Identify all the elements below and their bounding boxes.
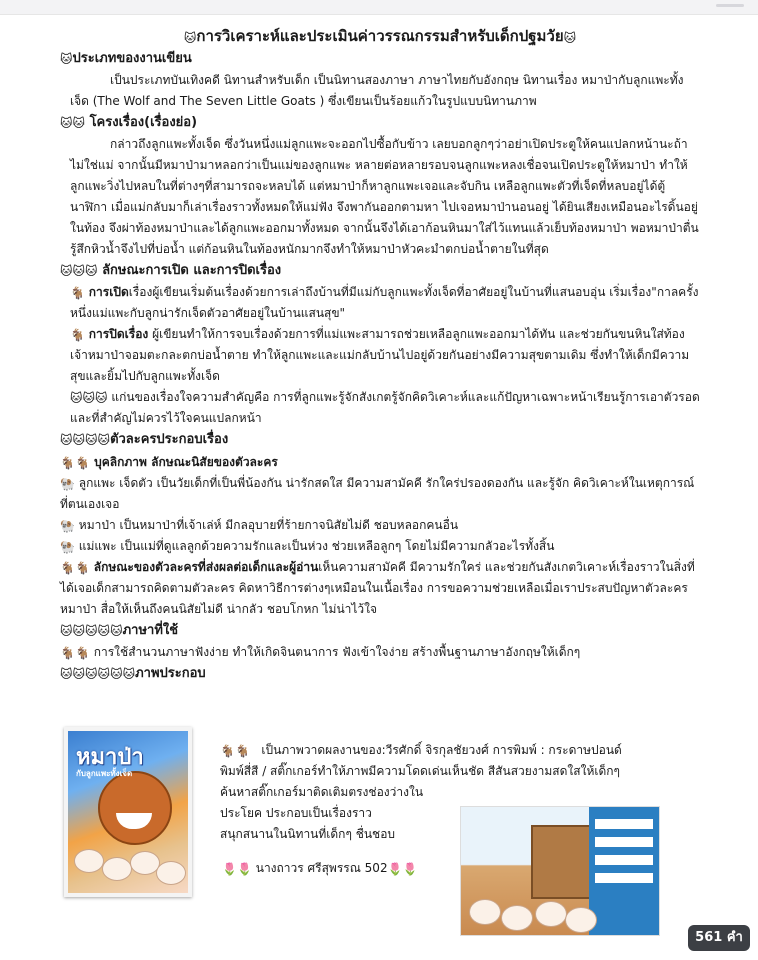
cat-icon: 🐱 xyxy=(85,624,98,638)
type-heading-text: ประเภทของงานเขียน xyxy=(72,51,192,66)
cat-icon: 🐱 xyxy=(97,433,111,447)
cat-icon: 🐱 xyxy=(60,52,73,66)
tulip-icon: 🌷 xyxy=(387,862,403,876)
core-body: แก่นของเรื่องใจความสำคัญคือ การที่ลูกแพะรู้จักสังเกตรู้จักคิดวิเคาะห์และแก้ปัญหาเฉพาะหน้าเรียนรู้การเอาตัวรอดและที่สำคัญไม่ควรไว้ใจคนแปลกหน้า xyxy=(70,390,700,425)
goat-icon: 🐐 xyxy=(234,744,250,758)
characters-heading-text: ตัวละครประกอบเรื่อง xyxy=(110,432,229,447)
tulip-icon: 🌷 xyxy=(402,862,418,876)
cat-icon: 🐱 xyxy=(60,433,73,447)
type-body: เป็นประเภทบันเทิงคดี นิทานสำหรับเด็ก เป็นนิทานสองภาษา ภาษาไทยกับอังกฤษ นิทานเรื่อง หมาป่ากับลูกแพะทั้งเจ็ด (The Wolf and The Seven Little Goats ) ซึ่งเขียนเป็นร้อยแก้วในรูปแบบนิทานภาพ xyxy=(70,73,684,108)
cat-icon: 🐱 xyxy=(85,667,98,681)
plot-body: กล่าวถึงลูกแพะทั้งเจ็ด ซึ่งวันหนึ่งแม่ลูกแพะจะออกไปซื้อกับข้าว เลยบอกลูกๆว่าอย่าเปิดประตูให้คนแปลกหน้านะถ้าไม่ใช่แม่ จากนั้นมีหมาป่ามาหลอกว่าเป็นแม่ของลูกแพะ หลายต่อหลายรอบจนลูกแพะหลงเชื่อจนเปิดประตูให้หมาป่า ทำให้ลูกแพะวิ่งไปหลบในที่ต่างๆที่สามารถจะหลบได้ แต่หมาป่าก็หาลูกแพะเจอและจับกิน เหลือลูกแพะตัวที่เจ็ดที่หลบอยู่ได้ตู้นาฬิกา เมื่อแม่กลับมาก็เล่าเรื่องราวทั้งหมดให้แม่ฟัง จึงพากันออกตามหา ไปเจอหมาป่านอนอยู่ ได้ยินเสียงเหมือนอะไรดิ้นอยู่ในท้อง จึงผ่าท้องหมาป่าและได้ลูกแพะออกมาทั้งหมด จากนั้นจึงได้เอาก้อนหินมาใส่ไว้แทนแล้วเย็บท้องหมาป่า พอหมาป่าตื่น รู้สึกหิวน้ำจึงไปที่บ่อน้ำ แต่ก้อนหินในท้องหนักมากจึงทำให้หมาป่าหัวคะมำตกบ่อน้ำตายในที่สุด xyxy=(70,137,699,256)
tulip-icon: 🌷 xyxy=(222,862,237,876)
wolf-text: หมาป่า เป็นหมาป่าที่เจ้าเล่ห์ มีกลอุบายที่ร้ายกาจนิสัยไม่ดี ชอบหลอกคนอื่น xyxy=(78,518,459,532)
opening-label: การเปิด xyxy=(88,285,129,299)
goat-icon: 🐐 xyxy=(220,744,235,758)
cat-icon: 🐱 xyxy=(110,667,123,681)
goats-text: ลูกแพะ เจ็ดตัว เป็นวัยเด็กที่เป็นพี่น้องกัน น่ารักสดใส มีความสามัคคี รักใคร่ปรองดองกัน และรู้จัก คิดวิเคาะห์ในเหตุการณ์ที่ตนเองเจอ xyxy=(60,476,695,511)
author-name: นางถาวร ศรีสุพรรณ 502 xyxy=(255,861,388,875)
art-line-1-text: เป็นภาพวาดผลงานของ:วีรศักดิ์ จิรกุลชัยวงศ์ การพิมพ์ : กระดาษปอนด์ xyxy=(261,743,622,757)
goat-face-icon: 🐏 xyxy=(60,477,75,491)
core-paragraph xyxy=(70,387,700,429)
title-text: การวิเคราะห์และประเมินค่าวรรณกรรมสำหรับเด็กปฐมวัย xyxy=(196,27,564,45)
cat-icon: 🐱 xyxy=(97,667,111,681)
goat-illustration xyxy=(535,901,567,927)
sticker-panel xyxy=(589,807,659,935)
goat-face-icon: 🐏 xyxy=(60,519,75,533)
goat-illustration xyxy=(156,861,186,885)
cat-icon: 🐱 xyxy=(82,391,96,405)
cat-icon: 🐱 xyxy=(97,624,111,638)
cat-icon: 🐱 xyxy=(563,31,577,45)
cat-icon: 🐱 xyxy=(122,667,136,681)
goat-icon: 🐐 xyxy=(74,456,90,470)
cat-icon: 🐱 xyxy=(60,624,73,638)
door-illustration xyxy=(531,825,591,899)
language-text: การใช้สำนวนภาษาฟังง่าย ทำให้เกิดจินตนาการ ฟังเข้าใจง่าย สร้างพื้นฐานภาษาอังกฤษให้เด็กๆ xyxy=(93,645,581,659)
goat-icon: 🐐 xyxy=(74,646,90,660)
page-title xyxy=(60,24,700,48)
goat-illustration xyxy=(565,907,597,933)
cover-title: หมาป่า xyxy=(76,745,144,770)
goat-icon: 🐐 xyxy=(74,561,90,575)
wolf-illustration xyxy=(98,771,172,845)
cat-icon: 🐱 xyxy=(183,31,197,45)
goat-illustration xyxy=(74,849,104,873)
story-page-illustration xyxy=(460,806,660,936)
mother-description xyxy=(60,536,700,557)
cat-icon: 🐱 xyxy=(70,391,83,405)
art-heading-text: ภาพประกอบ xyxy=(135,666,206,681)
goat-icon: 🐐 xyxy=(60,561,75,575)
sticker-line xyxy=(595,819,653,829)
cover-subtitle: กับลูกแพะทั้งเจ็ด xyxy=(76,769,133,778)
goat-icon: 🐐 xyxy=(70,286,85,300)
sticker-line xyxy=(595,873,653,883)
goat-illustration xyxy=(501,905,533,931)
art-line-4: ประโยค ประกอบเป็นเรื่องราว xyxy=(220,806,372,820)
cat-icon: 🐱 xyxy=(72,264,86,278)
personality-heading-text: บุคลิกภาพ ลักษณะนิสัยของตัวละคร xyxy=(94,455,278,469)
art-line-5: สนุกสนานในนิทานที่เด็กๆ ชื่นชอบ xyxy=(220,827,396,841)
cat-icon: 🐱 xyxy=(60,667,73,681)
sticker-line xyxy=(595,837,653,847)
open-close-heading xyxy=(60,260,700,282)
effect-paragraph xyxy=(60,557,700,620)
plot-heading xyxy=(60,112,700,134)
goat-icon: 🐐 xyxy=(70,328,85,342)
goat-illustration xyxy=(469,899,501,925)
closing-body: ผู้เขียนทำให้การจบเรื่องด้วยการที่แม่แพะสามารถช่วยเหลือลูกแพะออกมาได้ทัน และช่วยกันขนหินใส่ท้องเจ้าหมาป่าจอมตะกละตกบ่อน้ำตาย ทำให้ลูกแพะและแม่กลับบ้านไปอยู่ด้วยกันอย่างมีความสุขตามเดิม ซึ่งทำให้เด็กมีความสุขและยิ้มไปกับลูกแพะทั้งเจ็ด xyxy=(70,327,690,383)
opening-body: เรื่องผู้เขียนเริ่มต้นเรื่องด้วยการเล่าถึงบ้านที่มีแม่กับลูกแพะทั้งเจ็ดที่อาศัยอยู่ในบ้านที่แสนอบอุ่น เริ่มเรื่อง"กาลครั้งหนึ่งแม่แพะกับลูกน่ารักเจ็ดตัวอาศัยอยู่ในบ้านแสนสุข" xyxy=(70,285,699,320)
language-heading-text: ภาษาที่ใช้ xyxy=(122,623,179,638)
open-close-heading-text: ลักษณะการเปิด และการปิดเรื่อง xyxy=(102,263,282,278)
book-cover xyxy=(64,727,192,897)
language-heading xyxy=(60,620,700,642)
wolf-description xyxy=(60,515,700,536)
language-body xyxy=(60,642,700,663)
effect-label: ลักษณะของตัวละครที่ส่งผลต่อเด็กและผู้อ่าน xyxy=(93,560,319,574)
cat-icon: 🐱 xyxy=(72,433,86,447)
tulip-icon: 🌷 xyxy=(236,862,252,876)
goat-illustration xyxy=(102,857,132,881)
sticker-line xyxy=(595,855,653,865)
book-cover-image xyxy=(64,727,192,895)
story-page-image xyxy=(460,806,660,936)
cat-icon: 🐱 xyxy=(95,391,108,405)
goat-icon: 🐐 xyxy=(60,646,75,660)
cat-icon: 🐱 xyxy=(72,624,86,638)
cat-icon: 🐱 xyxy=(85,264,98,278)
personality-heading xyxy=(60,451,700,473)
art-line-2: พิมพ์สี่สี / สติ๊กเกอร์ทำให้ภาพมีความโดดเด่นเห็นชัด สีสันสวยงามสดใสให้เด็กๆ xyxy=(220,764,620,778)
art-heading xyxy=(60,663,700,685)
effect-body: เห็นความสามัคคี มีความรักใคร่ และช่วยกันสังเกตวิเคาะห์เรื่องราวในสิ่งที่ได้เจอเด็กสามารถคิดตามตัวละคร คิดหาวิธีการต่างๆเหมือนในเนื้อเรื่อง การขอความช่วยเหลือเมื่อเราประสบปัญหาตัวละครหมาป่า สื่อให้เห็นถึงคนนิสัยไม่ดี น่ากลัว ชอบโกหก ไม่น่าไว้ใจ xyxy=(60,560,695,616)
opening-paragraph xyxy=(70,282,700,324)
goats-description xyxy=(60,473,700,515)
cat-icon: 🐱 xyxy=(72,667,86,681)
closing-label: การปิดเรื่อง xyxy=(88,327,149,341)
art-line-3: ค้นหาสติ๊กเกอร์มาติดเติมตรงช่องว่างใน xyxy=(220,785,424,799)
goat-face-icon: 🐏 xyxy=(60,540,75,554)
cat-icon: 🐱 xyxy=(60,116,73,130)
cat-icon: 🐱 xyxy=(60,264,73,278)
closing-paragraph xyxy=(70,324,700,387)
characters-heading xyxy=(60,429,700,451)
window-top-bar xyxy=(0,0,758,15)
art-line-1 xyxy=(220,740,680,761)
window-controls xyxy=(716,4,744,7)
cat-icon: 🐱 xyxy=(85,433,98,447)
cat-icon: 🐱 xyxy=(72,116,86,130)
author-line xyxy=(222,858,417,879)
cat-icon: 🐱 xyxy=(110,624,123,638)
plot-heading-text: โครงเรื่อง(เรื่องย่อ) xyxy=(89,115,198,130)
mother-text: แม่แพะ เป็นแม่ที่ดูแลลูกด้วยความรักและเป็นห่วง ช่วยเหลือลูกๆ โดยไม่มีความกลัวอะไรทั้งสิ้น xyxy=(78,539,555,553)
word-count-badge: 561 คำ xyxy=(688,925,750,951)
goat-icon: 🐐 xyxy=(60,456,75,470)
type-heading xyxy=(60,48,700,70)
